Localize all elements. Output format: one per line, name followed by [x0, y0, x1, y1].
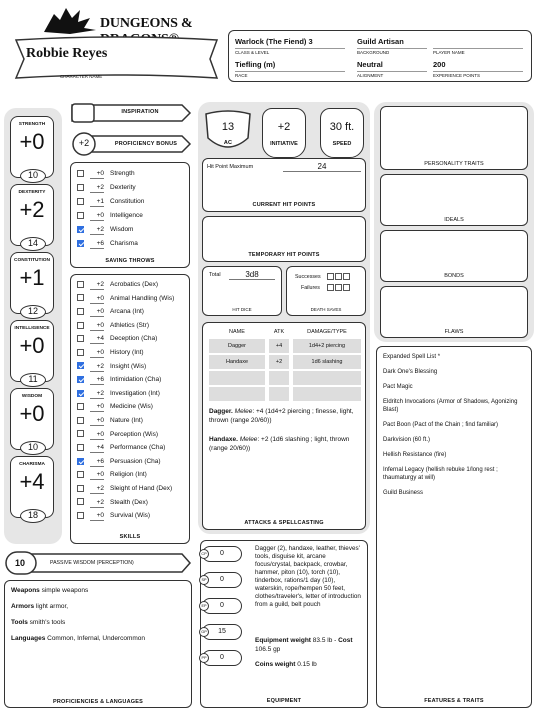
attack-bonus[interactable]: [269, 371, 289, 385]
proficiency-checkbox[interactable]: [77, 471, 84, 478]
initiative-box: [262, 108, 306, 158]
skill-mod: +0: [90, 307, 104, 317]
saving-throw-constitution[interactable]: [77, 197, 144, 207]
dagger-desc-type: Melee: [234, 408, 253, 415]
attacks-label: ATTACKS & SPELLCASTING: [244, 520, 324, 526]
speed-value[interactable]: 30 ft.: [329, 121, 355, 133]
current-hp-label: CURRENT HIT POINTS: [252, 202, 316, 208]
ability-modifier[interactable]: +2: [19, 197, 45, 222]
feature-item: Pact Boon (Pact of the Chain ; find familiar): [383, 422, 499, 428]
temp-hp-label: TEMPORARY HIT POINTS: [248, 252, 320, 258]
attacks-col-dmg: DAMAGE/TYPE: [307, 329, 347, 335]
death-successes-checks[interactable]: [327, 273, 356, 280]
skill-mod: +0: [90, 348, 104, 358]
coin-ep[interactable]: [202, 598, 242, 614]
feature-item: Dark One's Blessing: [383, 369, 438, 375]
skill-row[interactable]: [77, 470, 147, 480]
tools-value: smith's tools: [29, 619, 66, 626]
saving-throw-mod: +2: [90, 225, 104, 235]
handaxe-desc-type: Melee: [239, 436, 258, 443]
skill-name: Religion (Int): [110, 471, 147, 479]
armors-value: light armor,: [35, 603, 69, 610]
attack-bonus[interactable]: [269, 387, 289, 401]
skill-mod: +0: [90, 430, 104, 440]
ability-name: CONSTITUTION: [14, 258, 50, 263]
skill-name: Arcana (Int): [110, 308, 144, 316]
coins-weight-label: Coins weight: [255, 661, 296, 668]
equipment-weight-label: Equipment weight: [255, 637, 311, 644]
hit-dice-label: HIT DICE: [232, 307, 252, 312]
armors-label: Armors: [11, 603, 35, 610]
attack-damage[interactable]: [293, 387, 361, 401]
proficiency-checkbox[interactable]: [77, 170, 84, 177]
death-saves-box: [286, 266, 366, 316]
coin-type: CP: [199, 549, 209, 559]
proficiency-checkbox[interactable]: [77, 485, 84, 492]
ability-score[interactable]: 12: [20, 305, 46, 319]
ideals-label: IDEALS: [444, 217, 464, 223]
coin-gp[interactable]: [202, 624, 242, 640]
skill-row[interactable]: [77, 375, 161, 385]
saving-throws-box: [70, 162, 190, 268]
feature-item: Pact Magic: [383, 384, 413, 390]
proficiency-checkbox[interactable]: [77, 458, 84, 465]
ability-name: INTELLIGENCE: [14, 326, 50, 331]
coin-type: SP: [199, 575, 209, 585]
skill-mod: +6: [90, 457, 104, 467]
inspiration-label: INSPIRATION: [121, 109, 159, 115]
skill-row[interactable]: [77, 321, 149, 331]
initiative-value[interactable]: +2: [277, 121, 291, 133]
experience-points-label: EXPERIENCE POINTS: [433, 71, 523, 78]
flaws-label: FLAWS: [444, 329, 464, 335]
personality-traits-box[interactable]: [380, 106, 528, 170]
ability-modifier[interactable]: +1: [19, 265, 45, 290]
ability-score[interactable]: 10: [20, 441, 46, 455]
skill-row[interactable]: [77, 484, 172, 494]
saving-throw-charisma[interactable]: [77, 239, 138, 249]
proficiency-checkbox[interactable]: [77, 335, 84, 342]
skill-name: Performance (Cha): [110, 444, 166, 452]
handaxe-desc-text: : +2 (1d6 slashing ; light, thrown (range 20/60)): [209, 436, 350, 452]
skill-mod: +2: [90, 389, 104, 399]
character-info-box: [228, 30, 532, 82]
coin-type: GP: [199, 627, 209, 637]
proficiency-checkbox[interactable]: [77, 226, 84, 233]
proficiency-bonus-label: PROFICIENCY BONUS: [114, 141, 178, 147]
proficiency-checkbox[interactable]: [77, 349, 84, 356]
proficiency-checkbox[interactable]: [77, 198, 84, 205]
skill-name: Insight (Wis): [110, 362, 147, 370]
feature-item: Infernal Legacy (hellish rebuke 1/long rest ; thaumaturgy at will): [383, 467, 498, 481]
personality-traits-label: PERSONALITY TRAITS: [424, 161, 484, 167]
skill-row[interactable]: [77, 416, 143, 426]
skill-row[interactable]: [77, 280, 158, 290]
languages-value: Common, Infernal, Undercommon: [47, 635, 146, 642]
skills-box: [70, 274, 190, 544]
dagger-desc-name: Dagger.: [209, 408, 233, 415]
speed-box: [320, 108, 364, 158]
skill-row[interactable]: [77, 389, 160, 399]
hit-dice-total-label: Total: [209, 272, 221, 278]
ability-constitution: [10, 252, 54, 314]
ability-modifier[interactable]: +0: [19, 333, 45, 358]
ability-strength: [10, 116, 54, 178]
equipment-weight-value: 83.5 lb: [312, 637, 333, 644]
weapons-line: [11, 587, 185, 594]
death-successes-label: Successes: [295, 274, 321, 280]
attacks-box: [202, 322, 366, 530]
saving-throw-intelligence[interactable]: [77, 211, 143, 221]
coin-amount[interactable]: 0: [220, 576, 224, 583]
skill-row[interactable]: [77, 348, 144, 358]
equipment-label: EQUIPMENT: [266, 698, 302, 704]
weapons-label: Weapons: [11, 587, 40, 594]
coins-weight-line: [255, 661, 317, 668]
proficiency-checkbox[interactable]: [77, 498, 84, 505]
saving-throw-dexterity[interactable]: [77, 183, 136, 193]
saving-throws-label: SAVING THROWS: [105, 258, 155, 264]
speed-label: SPEED: [332, 141, 352, 147]
saving-throw-strength[interactable]: [77, 169, 135, 179]
ability-intelligence: [10, 320, 54, 382]
proficiency-checkbox[interactable]: [77, 281, 84, 288]
attack-description-handaxe: [209, 435, 361, 453]
attacks-col-name: NAME: [229, 329, 245, 335]
skill-name: Stealth (Dex): [110, 498, 148, 506]
saving-throw-name: Constitution: [110, 198, 145, 205]
race[interactable]: Tiefling (m): [235, 60, 276, 69]
attack-bonus[interactable]: +4: [269, 339, 289, 353]
skill-name: History (Int): [110, 349, 144, 356]
passive-perception-value: 10: [14, 558, 25, 568]
death-failures-label: Failures: [301, 285, 320, 291]
proficiency-checkbox[interactable]: [77, 362, 84, 369]
saving-throw-mod: +0: [90, 169, 104, 179]
skill-name: Survival (Wis): [110, 512, 151, 520]
proficiency-checkbox[interactable]: [77, 240, 84, 247]
coin-amount[interactable]: 15: [218, 628, 226, 635]
armor-class-label: AC: [223, 140, 233, 146]
saving-throw-mod: +6: [90, 239, 104, 249]
background-label: BACKGROUND: [357, 48, 427, 55]
proficiencies-box: [4, 580, 192, 708]
skill-name: Perception (Wis): [110, 430, 159, 438]
ability-name: WISDOM: [21, 394, 43, 399]
hit-dice-box: [202, 266, 282, 316]
character-name[interactable]: Robbie Reyes: [26, 46, 108, 61]
bonds-box[interactable]: [380, 230, 528, 282]
armors-line: [11, 603, 185, 610]
attack-name[interactable]: Handaxe: [209, 355, 265, 369]
proficiencies-label: PROFICIENCIES & LANGUAGES: [53, 699, 143, 705]
proficiency-checkbox[interactable]: [77, 403, 84, 410]
equipment-cost-label: Cost: [338, 637, 353, 644]
skill-mod: +2: [90, 484, 104, 494]
languages-label: Languages: [11, 635, 46, 642]
proficiency-checkbox[interactable]: [77, 212, 84, 219]
proficiency-bonus-value[interactable]: +2: [78, 138, 90, 148]
character-name-label: CHARACTER NAME: [60, 74, 103, 79]
skills-label: SKILLS: [119, 534, 141, 540]
saving-throw-name: Wisdom: [110, 226, 134, 233]
skill-row[interactable]: [77, 443, 165, 453]
ability-score[interactable]: 10: [20, 169, 46, 183]
skill-name: Deception (Cha): [110, 335, 158, 343]
coins-weight-value: 0.15 lb: [297, 661, 317, 668]
alignment-label: ALIGNMENT: [357, 71, 427, 78]
feature-item: Eldritch Invocations (Armor of Shadows, Agonizing Blast): [383, 399, 518, 413]
proficiency-checkbox[interactable]: [77, 184, 84, 191]
skill-name: Persuasion (Cha): [110, 457, 161, 465]
bonds-label: BONDS: [444, 273, 464, 279]
skill-row[interactable]: [77, 362, 146, 372]
death-failures-checks[interactable]: [327, 284, 356, 291]
ability-dexterity: [10, 184, 54, 246]
attack-name[interactable]: [209, 371, 265, 385]
equipment-cost-value: 106.5 gp: [255, 645, 281, 653]
skill-name: Medicine (Wis): [110, 403, 153, 411]
attack-damage[interactable]: [293, 371, 361, 385]
attack-damage[interactable]: 1d6 slashing: [293, 355, 361, 369]
handaxe-desc-name: Handaxe.: [209, 436, 238, 443]
initiative-label: INITIATIVE: [270, 141, 298, 147]
ability-modifier[interactable]: +0: [19, 401, 45, 426]
class-level[interactable]: Warlock (The Fiend) 3: [235, 37, 313, 46]
skill-row[interactable]: [77, 457, 161, 467]
skill-mod: +2: [90, 498, 104, 508]
feature-item: Guild Business: [383, 490, 424, 496]
skill-name: Animal Handling (Wis): [110, 294, 175, 302]
skill-mod: +4: [90, 334, 104, 344]
features-label: FEATURES & TRAITS: [424, 698, 484, 704]
coin-pp[interactable]: [202, 650, 242, 666]
skill-row[interactable]: [77, 402, 153, 412]
attack-bonus[interactable]: +2: [269, 355, 289, 369]
experience-points[interactable]: 200: [433, 60, 446, 69]
skill-name: Acrobatics (Dex): [110, 281, 159, 288]
dragon-icon: [40, 4, 100, 36]
skill-name: Sleight of Hand (Dex): [110, 485, 173, 492]
feature-item: Hellish Resistance (fire): [383, 452, 447, 458]
saving-throw-name: Dexterity: [110, 184, 136, 191]
skill-name: Investigation (Int): [110, 389, 160, 397]
ability-score[interactable]: 14: [20, 237, 46, 251]
armor-class-value[interactable]: 13: [221, 121, 235, 133]
skill-row[interactable]: [77, 498, 148, 508]
proficiency-checkbox[interactable]: [77, 512, 84, 519]
player-name-label: PLAYER NAME: [433, 48, 523, 55]
coin-sp[interactable]: [202, 572, 242, 588]
skill-name: Nature (Int): [110, 417, 143, 424]
ability-score[interactable]: 11: [20, 373, 46, 387]
skill-name: Athletics (Str): [110, 321, 150, 329]
skill-mod: +6: [90, 375, 104, 385]
ability-score[interactable]: 18: [20, 509, 46, 523]
hit-dice-total[interactable]: 3d8: [229, 270, 275, 280]
hp-max-value[interactable]: 24: [283, 162, 361, 172]
saving-throw-name: Intelligence: [110, 212, 143, 219]
passive-perception-label: PASSIVE WISDOM (PERCEPTION): [50, 560, 134, 566]
saving-throw-wisdom[interactable]: [77, 225, 133, 235]
proficiency-checkbox[interactable]: [77, 294, 84, 301]
skill-row[interactable]: [77, 294, 174, 304]
ability-modifier[interactable]: +0: [19, 129, 45, 154]
skill-row[interactable]: [77, 307, 144, 317]
saving-throw-mod: +1: [90, 197, 104, 207]
attack-name[interactable]: [209, 387, 265, 401]
ability-charisma: [10, 456, 54, 518]
proficiency-checkbox[interactable]: [77, 417, 84, 424]
skill-mod: +2: [90, 362, 104, 372]
skill-mod: +0: [90, 402, 104, 412]
equipment-list[interactable]: Dagger (2), handaxe, leather, thieves' tools, disguise kit, arcane focus/crystal, backpack, crowbar, hammer, piton (10), torch (10), tinderbox, rations/1 day (10), waterskin, rope/hempen 50 feet, clothes/traveler's, letter of introduction from a guild, belt pouch: [255, 545, 361, 608]
skill-mod: +0: [90, 416, 104, 426]
proficiency-checkbox[interactable]: [77, 444, 84, 451]
coin-amount[interactable]: 0: [220, 602, 224, 609]
proficiency-checkbox[interactable]: [77, 376, 84, 383]
languages-line: [11, 635, 185, 642]
ability-name: DEXTERITY: [18, 190, 46, 195]
equipment-weight-line: Equipment weight 83.5 lb - Cost 106.5 gp: [255, 637, 353, 653]
tools-label: Tools: [11, 619, 28, 626]
proficiency-checkbox[interactable]: [77, 308, 84, 315]
attack-name[interactable]: Dagger: [209, 339, 265, 353]
skill-mod: +0: [90, 294, 104, 304]
skill-row[interactable]: [77, 511, 150, 521]
coin-cp[interactable]: [202, 546, 242, 562]
class-level-label: CLASS & LEVEL: [235, 48, 345, 55]
skill-mod: +0: [90, 511, 104, 521]
dagger-desc-text: : +4 (1d4+2 piercing ; finesse, light, thrown (range 20/60)): [209, 408, 354, 424]
sheet-header: [0, 0, 540, 95]
proficiency-checkbox[interactable]: [77, 322, 84, 329]
death-saves-label: DEATH SAVES: [310, 307, 342, 312]
skill-row[interactable]: [77, 430, 158, 440]
skill-mod: +4: [90, 443, 104, 453]
coin-amount[interactable]: 0: [220, 550, 224, 557]
tools-line: [11, 619, 185, 626]
features-box: [376, 346, 532, 708]
attack-damage[interactable]: 1d4+2 piercing: [293, 339, 361, 353]
ability-wisdom: [10, 388, 54, 450]
dnd-logo: [40, 4, 230, 36]
inspiration-value[interactable]: [74, 104, 94, 122]
proficiency-checkbox[interactable]: [77, 390, 84, 397]
current-hp-box: [202, 158, 366, 212]
coin-amount[interactable]: 0: [220, 654, 224, 661]
feature-item: Expanded Spell List *: [383, 354, 441, 360]
coin-type: EP: [199, 601, 209, 611]
temp-hp-box: [202, 216, 366, 262]
ability-name: STRENGTH: [18, 122, 46, 127]
ability-modifier[interactable]: +4: [19, 469, 45, 494]
background[interactable]: Guild Artisan: [357, 37, 404, 46]
logo-text: DUNGEONS &: [100, 16, 193, 31]
weapons-value: simple weapons: [41, 587, 89, 594]
attacks-col-atk: ATK: [273, 329, 285, 335]
flaws-box[interactable]: [380, 286, 528, 338]
skill-mod: +2: [90, 280, 104, 290]
feature-item: Darkvision (60 ft.): [383, 437, 431, 443]
attack-description-dagger: [209, 407, 361, 425]
saving-throw-mod: +2: [90, 183, 104, 193]
hp-max-label: Hit Point Maximum: [207, 164, 254, 170]
race-label: RACE: [235, 71, 345, 78]
coin-type: PP: [199, 653, 209, 663]
alignment[interactable]: Neutral: [357, 60, 383, 69]
saving-throw-mod: +0: [90, 211, 104, 221]
ability-name: CHARISMA: [19, 462, 45, 467]
skill-mod: +0: [90, 470, 104, 480]
skill-row[interactable]: [77, 334, 157, 344]
saving-throw-name: Charisma: [110, 240, 138, 247]
proficiency-checkbox[interactable]: [77, 430, 84, 437]
skill-name: Intimidation (Cha): [110, 376, 162, 384]
ideals-box[interactable]: [380, 174, 528, 226]
saving-throw-name: Strength: [110, 170, 135, 177]
skill-mod: +0: [90, 321, 104, 331]
